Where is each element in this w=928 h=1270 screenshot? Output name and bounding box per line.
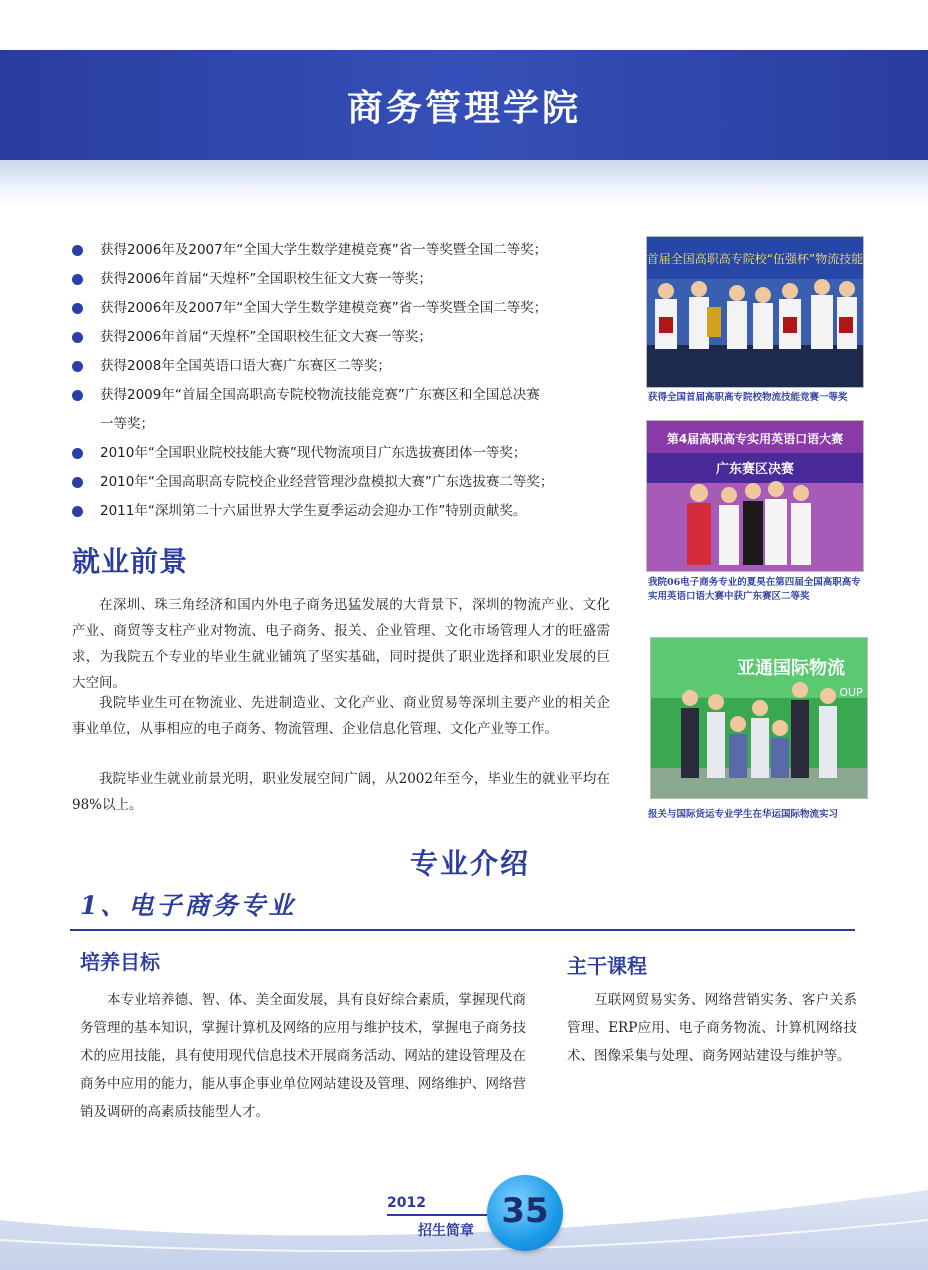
award-item: 2010年“全国职业院校技能大赛”现代物流项目广东选拔赛团体一等奖；	[72, 439, 612, 468]
photo-english-contest	[646, 420, 864, 572]
award-item: 获得2006年及2007年“全国大学生数学建模竞赛”省一等奖暨全国二等奖；	[72, 294, 612, 323]
footer-line	[387, 1214, 487, 1216]
photo-banner-text: 广东赛区决赛	[715, 462, 795, 477]
photo-logistics-award	[646, 236, 864, 388]
page-number-badge	[487, 1175, 563, 1251]
page-number: 35	[501, 1191, 549, 1231]
award-item: 2011年“深圳第二十六届世界大学生夏季运动会迎办工作”特别贡献奖。	[72, 497, 612, 526]
award-item: 获得2008年全国英语口语大赛广东赛区二等奖；	[72, 352, 612, 381]
photo-caption: 我院06电子商务专业的夏昊在第四届全国高职高专实用英语口语大赛中获广东赛区二等奖	[648, 577, 861, 602]
award-item: 获得2006年首届“天煌杯”全国职校生征文大赛一等奖；	[72, 323, 612, 352]
header-fade	[0, 160, 928, 205]
course-text: 互联网贸易实务、网络营销实务、客户关系管理、ERP应用、电子商务物流、计算机网络技术、图像采集与处理、商务网站建设与维护等。	[567, 992, 857, 1064]
photo-banner-text: 亚通国际物流	[737, 658, 845, 679]
photo-caption: 报关与国际货运专业学生在华运国际物流实习	[648, 809, 839, 820]
footer-year: 2012	[387, 1195, 426, 1211]
majors-heading: 专业介绍	[410, 847, 531, 880]
goal-text: 本专业培养德、智、体、美全面发展，具有良好综合素质，掌握现代商务管理的基本知识，掌握计算机及网络的应用与维护技术，掌握电子商务技术的应用技能，具有使用现代信息技术开展商务活动、网站的建设管理及在商务中应用的能力，能从事企事业单位网站建设及管理、网络维护、网络营销及调研的高素质技能型人才。	[80, 992, 526, 1120]
divider	[70, 929, 855, 931]
award-item-continuation: 一等奖；	[100, 416, 154, 432]
employment-heading: 就业前景	[72, 545, 189, 578]
photo-internship	[650, 637, 868, 799]
award-item: 获得2006年及2007年“全国大学生数学建模竞赛”省一等奖暨全国二等奖；	[72, 236, 612, 265]
course-heading: 主干课程	[567, 954, 647, 978]
employment-paragraph: 在深圳、珠三角经济和国内外电子商务迅猛发展的大背景下，深圳的物流产业、文化产业、商贸等支柱产业对物流、电子商务、报关、企业管理、文化市场管理人才的旺盛需求，为我院五个专业的毕业生就业铺筑了坚实基础，同时提供了职业选择和职业发展的巨大空间。	[72, 597, 610, 691]
photo-banner-text: 第4届高职高专实用英语口语大赛	[666, 432, 844, 446]
major-title: 1、电子商务专业	[80, 891, 297, 920]
photo-banner-text: OUP	[839, 686, 863, 699]
page-title: 商务管理学院	[346, 88, 581, 129]
employment-paragraph: 我院毕业生可在物流业、先进制造业、文化产业、商业贸易等深圳主要产业的相关企事业单位，从事相应的电子商务、物流管理、企业信息化管理、文化产业等工作。	[72, 695, 610, 737]
goal-heading: 培养目标	[80, 950, 160, 974]
footer-brochure: 招生简章	[418, 1223, 474, 1239]
photo-banner-text: 首届全国高职高专院校“伍强杯”物流技能	[647, 252, 863, 266]
award-item: 2010年“全国高职高专院校企业经营管理沙盘模拟大赛”广东选拔赛二等奖；	[72, 468, 612, 497]
award-item: 获得2006年首届“天煌杯”全国职校生征文大赛一等奖；	[72, 265, 612, 294]
awards-list	[72, 236, 612, 526]
employment-paragraph: 我院毕业生就业前景光明，职业发展空间广阔，从2002年至今，毕业生的就业平均在98%以上。	[72, 771, 610, 813]
header-banner	[0, 50, 928, 160]
photo-caption: 获得全国首届高职高专院校物流技能竞赛一等奖	[648, 392, 848, 403]
award-item: 获得2009年“首届全国高职高专院校物流技能竞赛”广东赛区和全国总决赛	[72, 381, 612, 410]
